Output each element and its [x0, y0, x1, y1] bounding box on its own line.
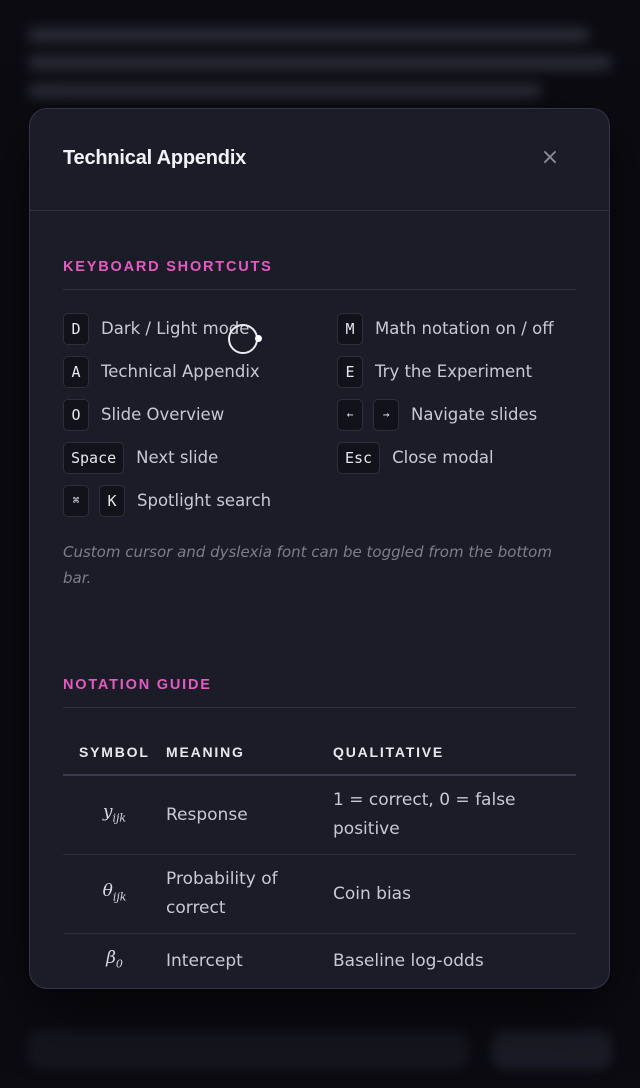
- shortcut-item: [63, 312, 337, 345]
- shortcut-key: Esc: [337, 442, 380, 474]
- shortcut-item: [337, 355, 577, 388]
- shortcut-label: Close modal: [392, 448, 494, 467]
- shortcut-key: K: [99, 485, 125, 517]
- background-bottom-button: [492, 1030, 612, 1070]
- shortcut-label: Dark / Light mode: [101, 319, 250, 338]
- notation-guide-heading: NOTATION GUIDE: [63, 677, 576, 708]
- symbol-cell: $y_{ijk}$: [63, 775, 166, 855]
- qualitative-cell: Coin bias: [333, 855, 576, 934]
- shortcut-key: Space: [63, 442, 124, 474]
- shortcut-label: Slide Overview: [101, 405, 225, 424]
- command-key: ⌘: [63, 485, 89, 517]
- shortcut-item: [337, 441, 577, 474]
- shortcut-item: [63, 441, 337, 474]
- symbol-cell: $\theta_{ijk}$: [63, 855, 166, 934]
- meaning-cell: Response: [166, 775, 333, 855]
- modal-title: Technical Appendix: [63, 147, 247, 169]
- shortcut-key: A: [63, 356, 89, 388]
- shortcut-label: Technical Appendix: [101, 362, 260, 381]
- keyboard-shortcuts-heading: KEYBOARD SHORTCUTS: [63, 259, 576, 290]
- modal-header: [30, 109, 609, 211]
- shortcut-label: Next slide: [136, 448, 219, 467]
- shortcut-label: Spotlight search: [137, 491, 272, 510]
- shortcut-key: E: [337, 356, 363, 388]
- table-row: [63, 934, 576, 989]
- shortcut-label: Navigate slides: [411, 405, 538, 424]
- notation-table: [63, 728, 576, 989]
- background-bottom-bar: [28, 1030, 468, 1070]
- shortcuts-note: Custom cursor and dyslexia font can be toggled from the bottom bar.: [63, 543, 552, 587]
- close-button[interactable]: ×: [540, 145, 560, 170]
- shortcut-item: [337, 398, 577, 431]
- custom-cursor-ring-icon: [228, 324, 258, 354]
- custom-cursor-dot-icon: [255, 335, 262, 342]
- shortcut-label: Try the Experiment: [375, 362, 533, 381]
- symbol-cell: $\beta_0$: [63, 934, 166, 989]
- shortcut-grid: [63, 312, 576, 517]
- modal-body: [30, 211, 609, 989]
- table-header-row: [63, 728, 576, 775]
- meaning-cell: Probability of correct: [166, 855, 333, 934]
- technical-appendix-modal: [29, 108, 610, 989]
- shortcut-key: D: [63, 313, 89, 345]
- column-header-meaning: MEANING: [166, 728, 333, 775]
- table-row: [63, 855, 576, 934]
- shortcut-item: [63, 355, 337, 388]
- shortcut-item: [63, 398, 337, 431]
- arrow-left-key: ←: [337, 399, 363, 431]
- column-header-symbol: SYMBOL: [63, 728, 166, 775]
- arrow-right-key: →: [373, 399, 399, 431]
- background-content: [28, 28, 612, 112]
- shortcut-item: [337, 312, 577, 345]
- qualitative-cell: Baseline log-odds: [333, 934, 576, 989]
- column-header-qualitative: QUALITATIVE: [333, 728, 576, 775]
- notation-guide-section: [63, 677, 576, 989]
- shortcut-item: [63, 484, 337, 517]
- shortcut-key: O: [63, 399, 89, 431]
- shortcut-key: M: [337, 313, 363, 345]
- table-row: [63, 775, 576, 855]
- qualitative-cell: 1 = correct, 0 = false positive: [333, 775, 576, 855]
- meaning-cell: Intercept: [166, 934, 333, 989]
- shortcut-label: Math notation on / off: [375, 319, 554, 338]
